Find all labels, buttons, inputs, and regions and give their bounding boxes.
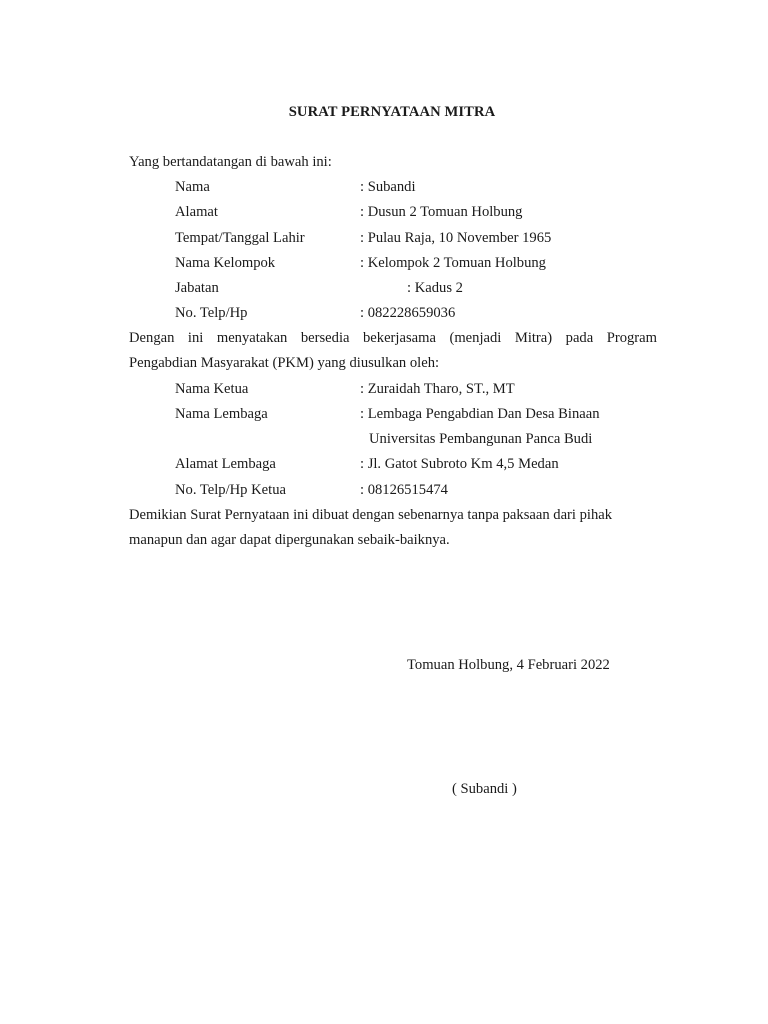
mitra-telp-label: No. Telp/Hp (175, 305, 248, 321)
pengusul-lembaga-label: Nama Lembaga (175, 406, 268, 422)
intro-text: Yang bertandatangan di bawah ini: (129, 154, 332, 170)
pengusul-ketua-label: Nama Ketua (175, 381, 249, 397)
mitra-kelompok-label: Nama Kelompok (175, 255, 276, 271)
statement-line-1: Dengan ini menyatakan bersedia bekerjasama (menjadi Mitra) pada Program (129, 330, 657, 346)
pengusul-alamat-label: Alamat Lembaga (175, 456, 276, 472)
mitra-alamat-value: : Dusun 2 Tomuan Holbung (360, 204, 523, 220)
document-title: SURAT PERNYATAAN MITRA (288, 104, 496, 120)
pengusul-telp-value: : 08126515474 (360, 482, 448, 498)
mitra-jabatan-value: : Kadus 2 (407, 280, 463, 296)
closing-line-1: Demikian Surat Pernyataan ini dibuat dengan sebenarnya tanpa paksaan dari pihak (129, 507, 613, 523)
pengusul-lembaga-value-line-2: Universitas Pembangunan Panca Budi (369, 431, 593, 447)
mitra-alamat-label: Alamat (175, 204, 218, 220)
closing-line-2: manapun dan agar dapat dipergunakan sebaik-baiknya. (129, 532, 450, 548)
mitra-kelompok-value: : Kelompok 2 Tomuan Holbung (360, 255, 546, 271)
mitra-ttl-label: Tempat/Tanggal Lahir (175, 230, 305, 246)
place-date: Tomuan Holbung, 4 Februari 2022 (407, 657, 610, 673)
mitra-nama-value: : Subandi (360, 179, 416, 195)
pengusul-telp-label: No. Telp/Hp Ketua (175, 482, 286, 498)
mitra-ttl-value: : Pulau Raja, 10 November 1965 (360, 230, 552, 246)
statement-line-2: Pengabdian Masyarakat (PKM) yang diusulkan oleh: (129, 355, 440, 371)
mitra-nama-label: Nama (175, 179, 210, 195)
pengusul-ketua-value: : Zuraidah Tharo, ST., MT (360, 381, 515, 397)
signatory-name: ( Subandi ) (452, 781, 517, 797)
pengusul-lembaga-value: : Lembaga Pengabdian Dan Desa Binaan (360, 406, 600, 422)
mitra-telp-value: : 082228659036 (360, 305, 456, 321)
pengusul-alamat-value: : Jl. Gatot Subroto Km 4,5 Medan (360, 456, 559, 472)
mitra-jabatan-label: Jabatan (175, 280, 219, 296)
